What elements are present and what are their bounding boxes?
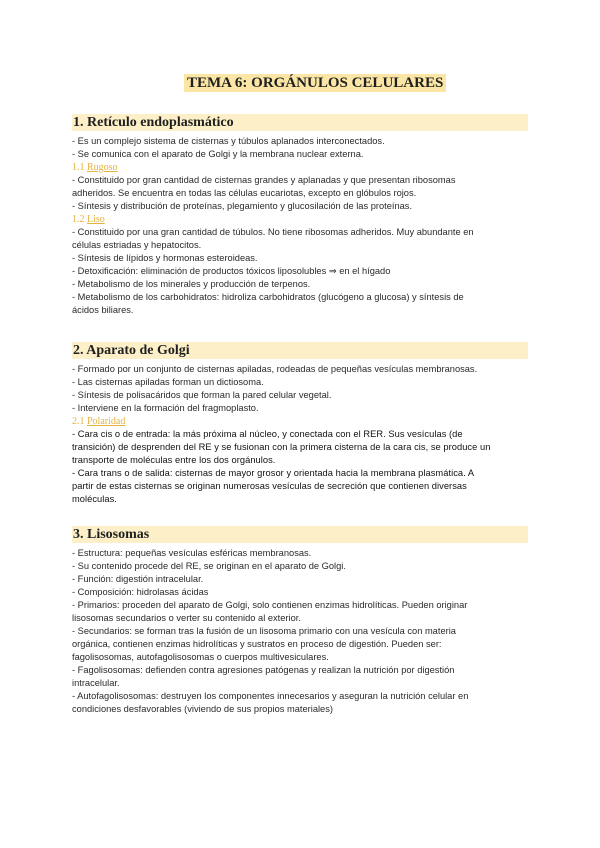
- text-line: - Se comunica con el aparato de Golgi y la membrana nuclear externa.: [72, 149, 364, 159]
- subsection-heading-rugoso: [72, 161, 528, 174]
- text-line: intracelular.: [72, 678, 120, 688]
- text-line: orgánica, contienen enzimas hidrolíticas y sustratos en proceso de digestión. Pueden ser:: [72, 639, 442, 649]
- section-heading: 3. Lisosomas: [72, 526, 528, 543]
- subsection-heading-polaridad: [72, 415, 528, 428]
- text-line: - Es un complejo sistema de cisternas y túbulos aplanados interconectados.: [72, 136, 385, 146]
- text-line: - Síntesis y distribución de proteínas, plegamiento y glucosilación de las proteínas.: [72, 201, 413, 211]
- section-lisosomas: [72, 526, 528, 716]
- subsection-number: 2.1: [72, 416, 85, 427]
- text-line: - Cara trans o de salida: cisternas de mayor grosor y orientada hacia la membrana plasmática. A: [72, 468, 475, 478]
- text-line: - Metabolismo de los carbohidratos: hidroliza carbohidratos (glucógeno a glucosa) y síntesis de: [72, 292, 464, 302]
- text-line: - Constituido por una gran cantidad de túbulos. No tiene ribosomas adheridos. Muy abundante en: [72, 227, 474, 237]
- text-line: - Composición: hidrolasas ácidas: [72, 587, 209, 597]
- subsection-number: 1.2: [72, 214, 85, 225]
- text-line: - Las cisternas apiladas forman un dictiosoma.: [72, 377, 264, 387]
- text-line: - Primarios: proceden del aparato de Golgi, solo contienen enzimas hidrolíticas. Pueden originar: [72, 600, 468, 610]
- text-line: transporte de moléculas entre los dos orgánulos.: [72, 455, 276, 465]
- text-line: adheridos. Se encuentra en todas las células eucariotas, excepto en glóbulos rojos.: [72, 188, 417, 198]
- subsection-number: 1.1: [72, 162, 85, 173]
- text-line: - Autofagolisosomas: destruyen los componentes innecesarios y aseguran la nutrición celular en: [72, 691, 469, 701]
- text-line: lisosomas secundarios o verter su contenido al exterior.: [72, 613, 301, 623]
- text-line: condiciones desfavorables (viviendo de sus propios materiales): [72, 704, 333, 714]
- text-line: ácidos biliares.: [72, 305, 134, 315]
- text-line: partir de estas cisternas se originan numerosas vesículas de secreción que contienen diversas: [72, 481, 467, 491]
- subsection-heading-liso: [72, 213, 528, 226]
- text-line: - Su contenido procede del RE, se originan en el aparato de Golgi.: [72, 561, 346, 571]
- subsection-label: Liso: [87, 214, 105, 225]
- subsection-label: Rugoso: [87, 162, 118, 173]
- section-reticulo-endoplasmatico: [72, 114, 528, 317]
- text-line: - Metabolismo de los minerales y producción de terpenos.: [72, 279, 311, 289]
- section-heading: 2. Aparato de Golgi: [72, 342, 528, 359]
- text-line: transición) de desprenden del RE y se fusionan con la primera cisterna de la cara cis, se produce un: [72, 442, 491, 452]
- subsection-label: Polaridad: [87, 416, 126, 427]
- text-line: - Secundarios: se forman tras la fusión de un lisosoma primario con una vesícula con materia: [72, 626, 456, 636]
- text-line: - Estructura: pequeñas vesículas esféricas membranosas.: [72, 548, 312, 558]
- text-line: - Síntesis de polisacáridos que forman la pared celular vegetal.: [72, 390, 332, 400]
- section-aparato-de-golgi: [72, 342, 528, 506]
- text-line: fagolisosomas, autofagolisosomas o cuerpos multivesiculares.: [72, 652, 329, 662]
- text-line: - Síntesis de lípidos y hormonas esteroideas.: [72, 253, 258, 263]
- text-line: - Constituido por gran cantidad de cisternas grandes y aplanadas y que presentan ribosomas: [72, 175, 456, 185]
- document-title: TEMA 6: ORGÁNULOS CELULARES: [184, 74, 446, 92]
- text-line: - Interviene en la formación del fragmoplasto.: [72, 403, 259, 413]
- section-heading: 1. Retículo endoplasmático: [72, 114, 528, 131]
- text-line: moléculas.: [72, 494, 117, 504]
- text-line: - Función: digestión intracelular.: [72, 574, 204, 584]
- text-line: - Detoxificación: eliminación de productos tóxicos liposolubles ⇒ en el hígado: [72, 266, 391, 276]
- text-line: - Cara cis o de entrada: la más próxima al núcleo, y conectada con el RER. Sus vesículas (de: [72, 429, 463, 439]
- text-line: - Formado por un conjunto de cisternas apiladas, rodeadas de pequeñas vesículas membranosas.: [72, 364, 478, 374]
- text-line: - Fagolisosomas: defienden contra agresiones patógenas y realizan la nutrición por digestión: [72, 665, 455, 675]
- text-line: células estriadas y hepatocitos.: [72, 240, 202, 250]
